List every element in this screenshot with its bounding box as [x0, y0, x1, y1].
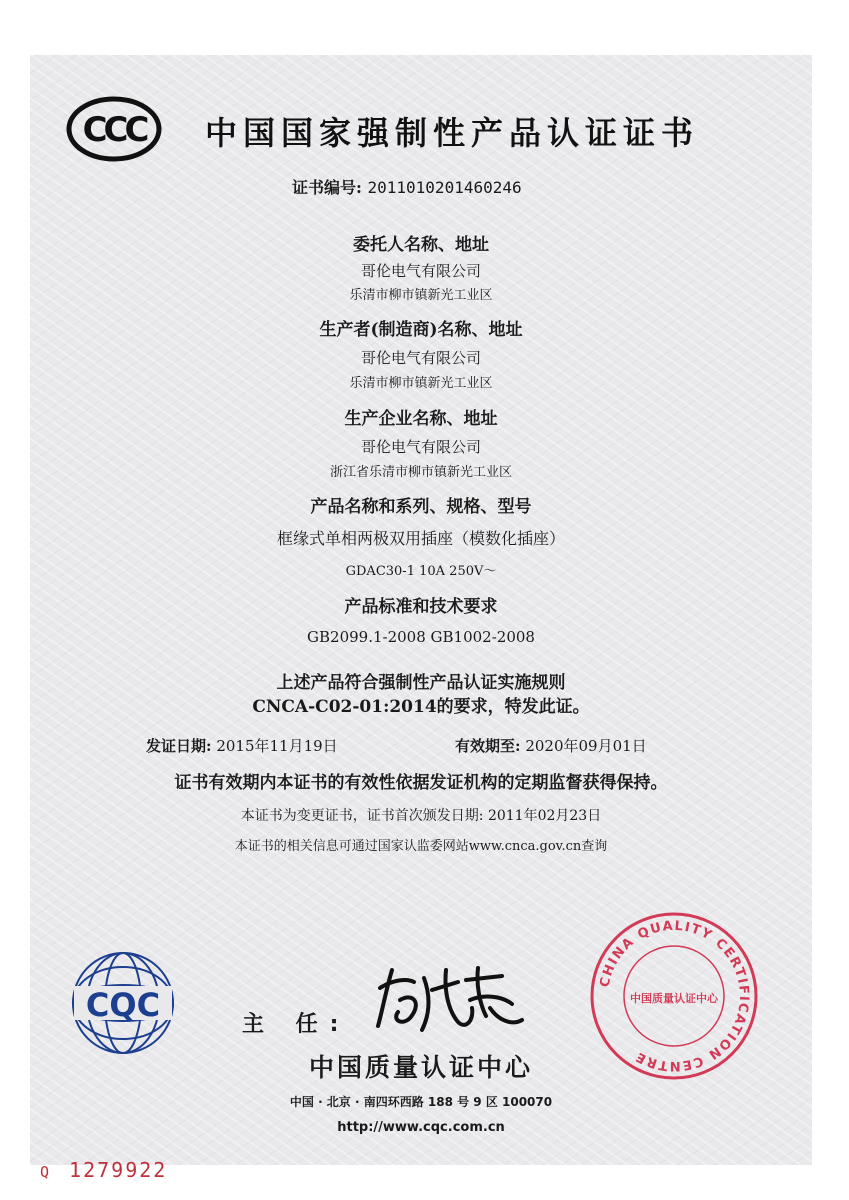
cert-number-value: 2011010201460246 [367, 178, 522, 197]
issue-date [146, 735, 338, 756]
expiry-date-label: 有效期至: [455, 737, 521, 755]
issue-date-value: 2015年11月19日 [216, 737, 338, 755]
applicant-name: 哥伦电气有限公司 [360, 262, 481, 280]
serial-prefix: Q [40, 1163, 52, 1181]
conformity-line-1: 上述产品符合强制性产品认证实施规则 [276, 673, 566, 693]
serial-value: 1279922 [69, 1158, 168, 1182]
lookup-note: 本证书的相关信息可通过国家认监委网站www.cnca.gov.cn查询 [234, 839, 608, 854]
director-signature [362, 960, 532, 1040]
certificate-title: 中国国家强制性产品认证证书 [205, 114, 700, 152]
cqc-logo [62, 948, 184, 1058]
manufacturer-address: 乐清市柳市镇新光工业区 [349, 376, 493, 391]
product-label: 产品名称和系列、规格、型号 [310, 497, 532, 517]
expiry-date-value: 2020年09月01日 [525, 737, 647, 755]
conformity-line-2: CNCA-C02-01:2014的要求，特发此证。 [252, 697, 590, 717]
seal-chinese-text: 中国质量认证中心 [630, 992, 718, 1005]
cqc-logo-text: CQC [85, 986, 161, 1024]
ccc-logo [66, 96, 162, 162]
applicant-address: 乐清市柳市镇新光工业区 [349, 288, 493, 303]
validity-note: 证书有效期内本证书的有效性依据发证机构的定期监督获得保持。 [174, 773, 668, 793]
ccc-logo-text: CCC [82, 110, 146, 150]
standards-value: GB2099.1-2008 GB1002-2008 [307, 628, 535, 646]
director-label: 主 任: [242, 1012, 351, 1037]
manufacturer-name: 哥伦电气有限公司 [360, 349, 481, 367]
factory-address: 浙江省乐清市柳市镇新光工业区 [329, 465, 512, 480]
official-seal [588, 910, 760, 1082]
manufacturer-label: 生产者(制造商)名称、地址 [319, 320, 523, 340]
issuer-address: 中国 · 北京 · 南四环西路 188 号 9 区 100070 [289, 1095, 553, 1109]
standards-label: 产品标准和技术要求 [344, 597, 498, 617]
issuer-url: http://www.cqc.com.cn [337, 1120, 505, 1135]
expiry-date [455, 735, 647, 756]
serial-number [40, 1158, 167, 1182]
seal-english-text: CHINA QUALITY CERTIFICATION CENTRE [597, 918, 752, 1074]
applicant-label: 委托人名称、地址 [353, 235, 489, 255]
factory-label: 生产企业名称、地址 [344, 409, 498, 429]
change-note: 本证书为变更证书，证书首次颁发日期: 2011年02月23日 [240, 808, 602, 824]
issuer-name: 中国质量认证中心 [308, 1053, 533, 1082]
factory-name: 哥伦电气有限公司 [360, 438, 481, 456]
product-model: GDAC30-1 10A 250V～ [345, 564, 497, 579]
cert-number-label: 证书编号: [292, 178, 362, 197]
certificate-number [292, 175, 522, 198]
issue-date-label: 发证日期: [146, 737, 212, 755]
product-name: 框缘式单相两极双用插座（模数化插座） [276, 529, 565, 548]
